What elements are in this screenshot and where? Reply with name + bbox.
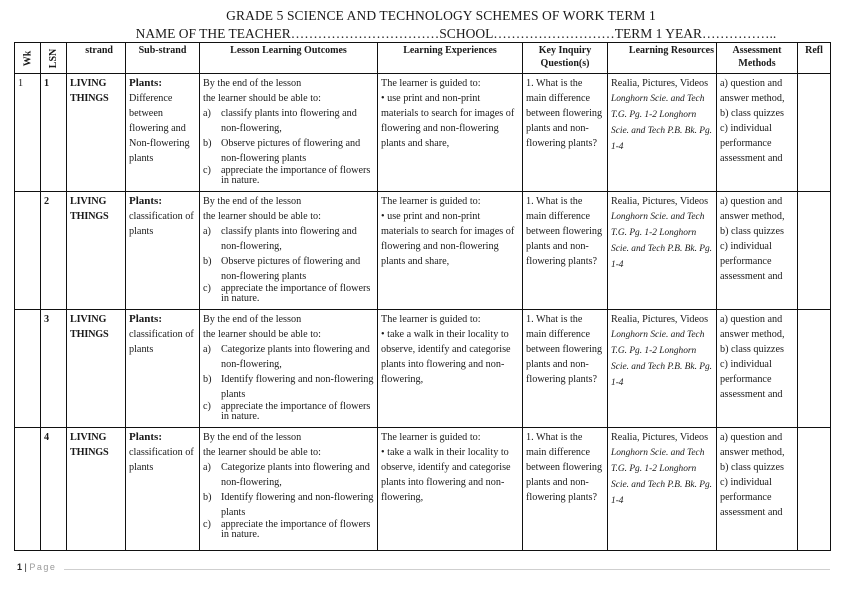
key-inquiry-cell: 1. What is the main difference between flowering plants and non- flowering plants? xyxy=(523,192,608,310)
experiences-intro: The learner is guided to: xyxy=(381,314,481,325)
week-cell: 1 xyxy=(15,74,41,192)
assessment-cell: a) question and answer method, b) class quizzes c) individual performance assessment and xyxy=(717,428,798,551)
outcome-marker: a) xyxy=(203,226,211,237)
sub-strand-cell xyxy=(126,192,200,310)
strand-cell: LIVING THINGS xyxy=(67,74,126,192)
outcome-text: Observe pictures of flowering and non-flowering plants xyxy=(221,138,361,164)
resources-italic: Longhorn Scie. and Tech T.G. Pg. 1-2 Longhorn Scie. and Tech P.B. Bk. Pg. 1-4 xyxy=(611,330,713,388)
outcome-text: Categorize plants into flowering and non-flowering, xyxy=(221,462,370,488)
key-inquiry-cell: 1. What is the main difference between flowering plants and non- flowering plants? xyxy=(523,428,608,551)
strand-cell: LIVING THINGS xyxy=(67,192,126,310)
outcome-item xyxy=(203,166,374,186)
outcomes-intro: the learner should be able to: xyxy=(203,93,321,104)
outcome-marker: b) xyxy=(203,138,212,149)
outcome-text: Observe pictures of flowering and non-flowering plants xyxy=(221,256,361,282)
outcome-marker: a) xyxy=(203,344,211,355)
outcome-marker: c) xyxy=(203,401,211,412)
outcomes-intro: By the end of the lesson xyxy=(203,314,302,325)
outcome-item xyxy=(203,372,374,402)
sub-strand-cell xyxy=(126,74,200,192)
experiences-intro: The learner is guided to: xyxy=(381,196,481,207)
outcomes-list xyxy=(203,342,374,422)
resources-italic: Longhorn Scie. and Tech T.G. Pg. 1-2 Longhorn Scie. and Tech P.B. Bk. Pg. 1-4 xyxy=(611,212,713,270)
table-row xyxy=(15,310,831,428)
resources-cell xyxy=(608,192,717,310)
page-separator: | xyxy=(24,562,27,572)
page-number: 1 xyxy=(17,562,23,572)
outcome-text: appreciate the importance of flowers in nature. xyxy=(221,401,371,422)
header-strand: strand xyxy=(67,43,126,74)
resources-cell xyxy=(608,428,717,551)
assessment-cell: a) question and answer method, b) class quizzes c) individual performance assessment and xyxy=(717,192,798,310)
outcome-text: Categorize plants into flowering and non-flowering, xyxy=(221,344,370,370)
document-title: GRADE 5 SCIENCE AND TECHNOLOGY SCHEMES OF WORK TERM 1 xyxy=(226,8,656,23)
header-sub-strand: Sub-strand xyxy=(126,43,200,74)
outcomes-list xyxy=(203,460,374,540)
page-label: Page xyxy=(29,562,57,572)
outcome-item xyxy=(203,254,374,284)
lesson-cell: 2 xyxy=(41,192,67,310)
experiences-text: • take a walk in their locality to observe, identify and categorise plants into flowering and non-flowering, xyxy=(381,329,511,385)
outcome-text: appreciate the importance of flowers in nature. xyxy=(221,519,371,540)
outcome-marker: b) xyxy=(203,256,212,267)
lesson-cell: 4 xyxy=(41,428,67,551)
assessment-cell: a) question and answer method, b) class quizzes c) individual performance assessment and xyxy=(717,310,798,428)
sub-strand-text: classification of plants xyxy=(129,329,194,355)
resources-cell xyxy=(608,310,717,428)
outcome-item xyxy=(203,136,374,166)
sub-strand-text: classification of plants xyxy=(129,211,194,237)
outcomes-cell xyxy=(200,428,378,551)
week-cell xyxy=(15,192,41,310)
outcomes-cell xyxy=(200,310,378,428)
outcome-marker: c) xyxy=(203,519,211,530)
outcomes-intro: the learner should be able to: xyxy=(203,211,321,222)
reflection-cell[interactable] xyxy=(798,310,831,428)
outcome-text: Identify flowering and non-flowering plants xyxy=(221,374,374,400)
outcomes-cell xyxy=(200,74,378,192)
outcome-item xyxy=(203,402,374,422)
outcomes-intro: the learner should be able to: xyxy=(203,447,321,458)
experiences-cell xyxy=(378,74,523,192)
outcomes-intro: By the end of the lesson xyxy=(203,432,302,443)
table-row xyxy=(15,192,831,310)
sub-strand-cell xyxy=(126,428,200,551)
outcome-marker: c) xyxy=(203,283,211,294)
outcome-marker: b) xyxy=(203,374,212,385)
key-inquiry-cell: 1. What is the main difference between flowering plants and non- flowering plants? xyxy=(523,74,608,192)
resources-plain: Realia, Pictures, Videos xyxy=(611,432,709,443)
outcome-text: appreciate the importance of flowers in nature. xyxy=(221,165,371,186)
outcome-marker: c) xyxy=(203,165,211,176)
table-row xyxy=(15,74,831,192)
experiences-text: • use print and non-print materials to search for images of flowering and non-flowering plants and share, xyxy=(381,211,515,267)
header-learning-resources: Learning Resources xyxy=(608,43,717,74)
outcome-text: classify plants into flowering and non-flowering, xyxy=(221,108,357,134)
table-row xyxy=(15,428,831,551)
table-header-row xyxy=(15,43,831,74)
footer-divider xyxy=(64,569,830,570)
resources-italic: Longhorn Scie. and Tech T.G. Pg. 1-2 Longhorn Scie. and Tech P.B. Bk. Pg. 1-4 xyxy=(611,448,713,506)
outcomes-intro: the learner should be able to: xyxy=(203,329,321,340)
outcome-item xyxy=(203,342,374,372)
experiences-cell xyxy=(378,192,523,310)
experiences-text: • take a walk in their locality to observe, identify and categorise plants into flowering and non-flowering, xyxy=(381,447,511,503)
sub-strand-text: classification of plants xyxy=(129,447,194,473)
lesson-cell: 3 xyxy=(41,310,67,428)
outcome-text: appreciate the importance of flowers in nature. xyxy=(221,283,371,304)
header-learning-outcomes: Lesson Learning Outcomes xyxy=(200,43,378,74)
header-lsn: LSN xyxy=(41,43,67,74)
lesson-cell: 1 xyxy=(41,74,67,192)
experiences-cell xyxy=(378,428,523,551)
outcome-item xyxy=(203,284,374,304)
sub-strand-title: Plants: xyxy=(129,313,162,325)
outcomes-cell xyxy=(200,192,378,310)
strand-cell: LIVING THINGS xyxy=(67,310,126,428)
sub-strand-title: Plants: xyxy=(129,195,162,207)
strand-cell: LIVING THINGS xyxy=(67,428,126,551)
week-cell xyxy=(15,428,41,551)
sub-strand-title: Plants: xyxy=(129,431,162,443)
outcome-marker: a) xyxy=(203,108,211,119)
resources-cell xyxy=(608,74,717,192)
resources-plain: Realia, Pictures, Videos xyxy=(611,196,709,207)
header-assessment-methods: Assessment Methods xyxy=(717,43,798,74)
resources-italic: Longhorn Scie. and Tech T.G. Pg. 1-2 Longhorn Scie. and Tech P.B. Bk. Pg. 1-4 xyxy=(611,94,713,152)
sub-strand-cell xyxy=(126,310,200,428)
document-subtitle: NAME OF THE TEACHER……………………………SCHOOL………………………TERM 1 YEAR…………….. xyxy=(135,26,777,41)
key-inquiry-cell: 1. What is the main difference between flowering plants and non- flowering plants? xyxy=(523,310,608,428)
sub-strand-text: Difference between flowering and Non-flowering plants xyxy=(129,93,190,164)
experiences-intro: The learner is guided to: xyxy=(381,78,481,89)
experiences-cell xyxy=(378,310,523,428)
outcomes-intro: By the end of the lesson xyxy=(203,196,302,207)
outcome-item xyxy=(203,520,374,540)
page-footer xyxy=(17,562,56,572)
schemes-of-work-table xyxy=(14,42,831,551)
experiences-text: • use print and non-print materials to search for images of flowering and non-flowering plants and share, xyxy=(381,93,515,149)
sub-strand-title: Plants: xyxy=(129,77,162,89)
outcome-item xyxy=(203,460,374,490)
outcome-text: Identify flowering and non-flowering plants xyxy=(221,492,374,518)
week-cell xyxy=(15,310,41,428)
header-learning-experiences: Learning Experiences xyxy=(378,43,523,74)
reflection-cell[interactable] xyxy=(798,74,831,192)
assessment-cell: a) question and answer method, b) class quizzes c) individual performance assessment and xyxy=(717,74,798,192)
resources-plain: Realia, Pictures, Videos xyxy=(611,314,709,325)
outcome-marker: b) xyxy=(203,492,212,503)
header-wk: Wk xyxy=(15,43,41,74)
outcomes-list xyxy=(203,224,374,304)
outcome-marker: a) xyxy=(203,462,211,473)
outcome-item xyxy=(203,490,374,520)
outcomes-intro: By the end of the lesson xyxy=(203,78,302,89)
header-key-inquiry: Key Inquiry Question(s) xyxy=(523,43,608,74)
experiences-intro: The learner is guided to: xyxy=(381,432,481,443)
reflection-cell[interactable] xyxy=(798,192,831,310)
header-reflection: Refl xyxy=(798,43,831,74)
outcomes-list xyxy=(203,106,374,186)
outcome-item xyxy=(203,224,374,254)
outcome-item xyxy=(203,106,374,136)
resources-plain: Realia, Pictures, Videos xyxy=(611,78,709,89)
reflection-cell[interactable] xyxy=(798,428,831,551)
outcome-text: classify plants into flowering and non-flowering, xyxy=(221,226,357,252)
